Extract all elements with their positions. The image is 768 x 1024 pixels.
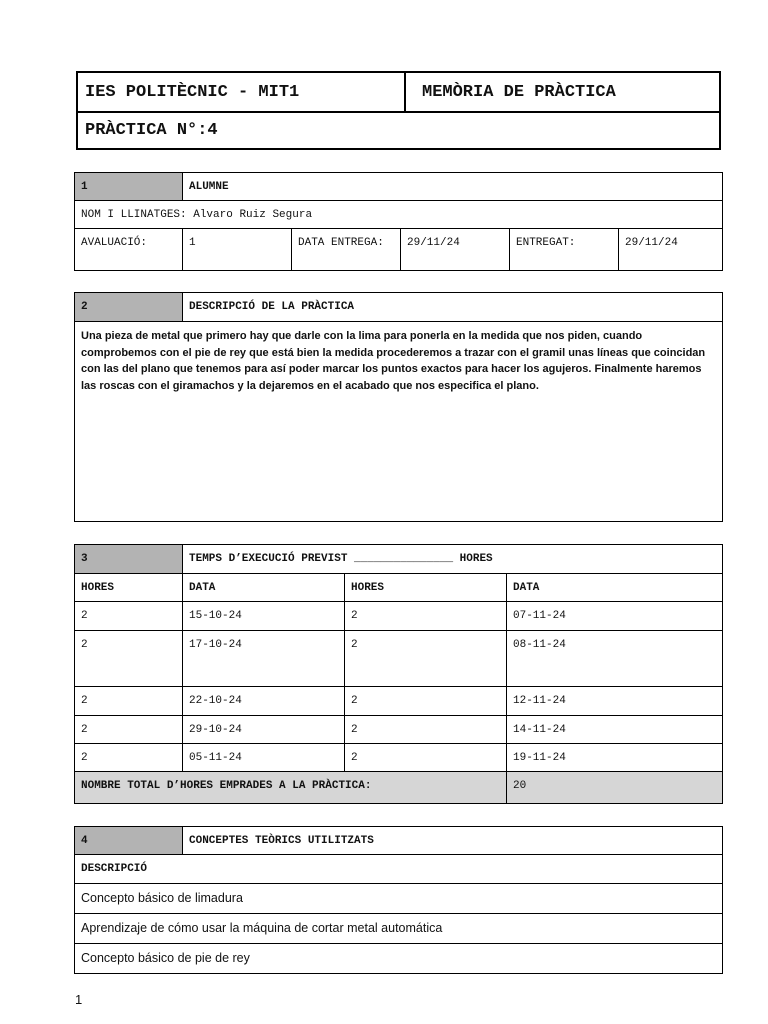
section-title: CONCEPTES TEÒRICS UTILITZATS xyxy=(183,827,723,855)
table-row xyxy=(75,687,723,716)
student-name-field xyxy=(75,201,723,229)
header-table xyxy=(76,71,721,150)
date-cell: 08-11-24 xyxy=(507,631,723,687)
date-cell: 22-10-24 xyxy=(183,687,345,716)
table-row xyxy=(75,744,723,772)
total-hours-label: NOMBRE TOTAL D’HORES EMPRADES A LA PRÀCTICA: xyxy=(75,772,507,804)
date-cell: 05-11-24 xyxy=(183,744,345,772)
delivered-value: 29/11/24 xyxy=(619,229,723,271)
hours-cell: 2 xyxy=(75,602,183,631)
section-title: TEMPS D’EXECUCIÓ PREVIST _______________ HORES xyxy=(183,545,723,574)
col-hours-2: HORES xyxy=(345,574,507,602)
date-cell: 07-11-24 xyxy=(507,602,723,631)
theory-concepts-section xyxy=(74,826,723,974)
hours-cell: 2 xyxy=(75,631,183,687)
delivered-label: ENTREGAT: xyxy=(510,229,619,271)
hours-cell: 2 xyxy=(345,716,507,744)
section-title: ALUMNE xyxy=(183,173,723,201)
section-number: 2 xyxy=(75,293,183,322)
date-cell: 19-11-24 xyxy=(507,744,723,772)
section-number: 3 xyxy=(75,545,183,574)
table-row xyxy=(75,602,723,631)
list-item: Concepto básico de pie de rey xyxy=(75,944,723,974)
col-date-2: DATA xyxy=(507,574,723,602)
col-date-1: DATA xyxy=(183,574,345,602)
section-number: 1 xyxy=(75,173,183,201)
hours-cell: 2 xyxy=(75,744,183,772)
execution-time-section xyxy=(74,544,723,804)
list-item: Aprendizaje de cómo usar la máquina de cortar metal automática xyxy=(75,914,723,944)
date-cell: 12-11-24 xyxy=(507,687,723,716)
col-hours-1: HORES xyxy=(75,574,183,602)
practice-number: PRÀCTICA N°:4 xyxy=(77,112,720,149)
date-cell: 17-10-24 xyxy=(183,631,345,687)
section-number: 4 xyxy=(75,827,183,855)
document-title: MEMÒRIA DE PRÀCTICA xyxy=(405,72,720,112)
date-cell: 15-10-24 xyxy=(183,602,345,631)
description-section xyxy=(74,292,723,522)
school-name: IES POLITÈCNIC - MIT1 xyxy=(77,72,405,112)
hours-cell: 2 xyxy=(75,716,183,744)
hours-cell: 2 xyxy=(345,602,507,631)
page-number: 1 xyxy=(75,992,83,1007)
evaluation-label: AVALUACIÓ: xyxy=(75,229,183,271)
hours-cell: 2 xyxy=(345,687,507,716)
date-cell: 14-11-24 xyxy=(507,716,723,744)
description-header: DESCRIPCIÓ xyxy=(75,855,723,884)
date-cell: 29-10-24 xyxy=(183,716,345,744)
table-row xyxy=(75,631,723,687)
hours-cell: 2 xyxy=(345,631,507,687)
name-label: NOM I LLINATGES: xyxy=(81,209,187,221)
name-value: Alvaro Ruiz Segura xyxy=(193,209,313,221)
practice-description: Una pieza de metal que primero hay que darle con la lima para ponerla en la medida que nos piden, cuando comprobemos con el pie de rey que está bien la medida procederemos a trazar con el gramil unas líneas que coincidan con las del plano que tenemos para así poder marcar los puntos exactos para hacer los agujeros. Finalmente haremos las roscas con el giramachos y la dejaremos en el acabado que nos especifica el plano. xyxy=(75,322,723,522)
table-row xyxy=(75,716,723,744)
total-hours-value: 20 xyxy=(507,772,723,804)
list-item: Concepto básico de limadura xyxy=(75,884,723,914)
evaluation-value: 1 xyxy=(183,229,292,271)
hours-cell: 2 xyxy=(75,687,183,716)
student-section xyxy=(74,172,723,271)
delivery-date-value: 29/11/24 xyxy=(401,229,510,271)
hours-cell: 2 xyxy=(345,744,507,772)
delivery-date-label: DATA ENTREGA: xyxy=(292,229,401,271)
section-title: DESCRIPCIÓ DE LA PRÀCTICA xyxy=(183,293,723,322)
